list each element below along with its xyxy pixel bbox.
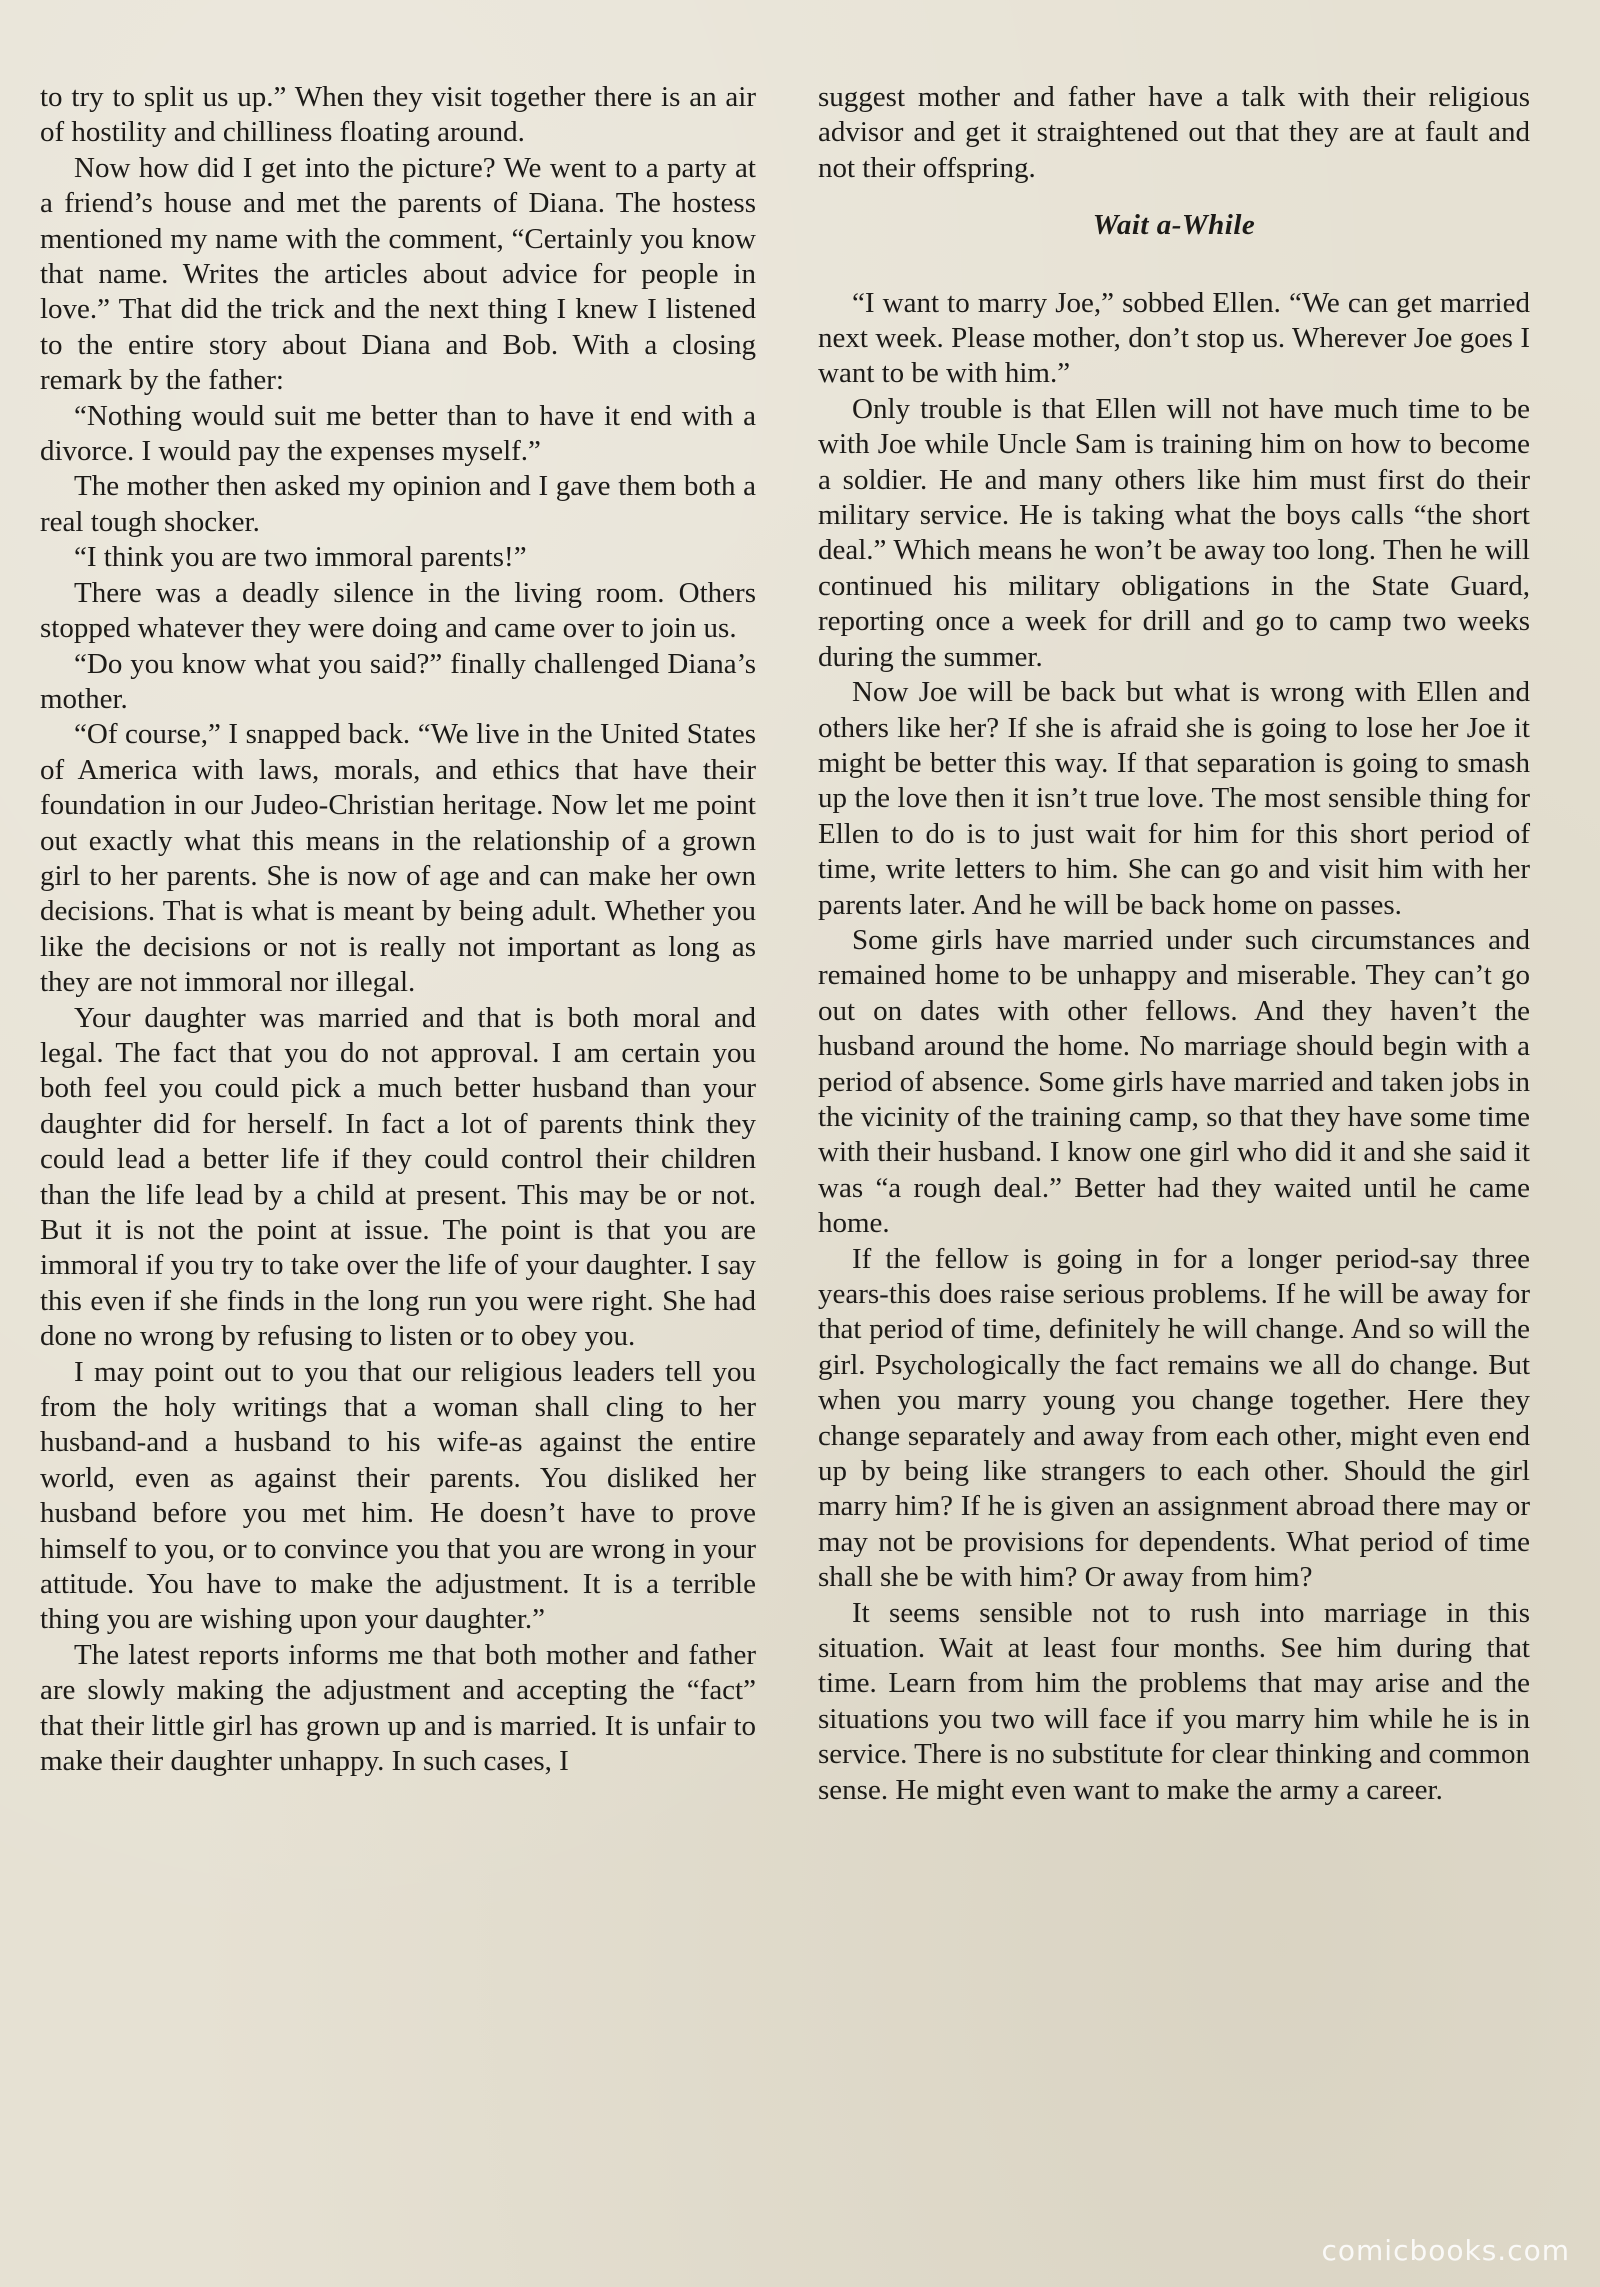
paragraph: It seems sensible not to rush into marriage in this situation. Wait at least four months. See him during that time. Learn from him the problems that may arise and the situations you two will face if you marry him while he is in service. There is no substitute for clear thinking and common sense. He might even want to make the army a career. bbox=[818, 1596, 1530, 1806]
paragraph: Now Joe will be back but what is wrong with Ellen and others like her? If she is afraid she is going to lose her Joe it might be better this way. If that separation is going to smash up the love then it isn’t true love. The most sensible thing for Ellen to do is to just wait for him for this short period of time, write letters to him. She can go and visit him with her parents later. And he will be back home on passes. bbox=[818, 676, 1530, 921]
paragraph: suggest mother and father have a talk with their religious advisor and get it straightened out that they are at fault and not their offspring. bbox=[818, 81, 1530, 184]
paragraph: “I think you are two immoral parents!” bbox=[74, 541, 527, 574]
paragraph: If the fellow is going in for a longer period-say three years-this does raise serious problems. If he will be away for that period of time, definitely he will change. And so will the girl. Psychologically the fact remains we all do change. But when you marry young you change together. Here they change separately and away from each other, might even end up by being like strangers to each other. Should the girl marry him? If he is given an assignment abroad there may or may not be provisions for dependents. What period of time shall she be with him? Or away from him? bbox=[818, 1242, 1530, 1594]
section-heading: Wait a-While bbox=[1092, 209, 1256, 242]
paragraph: There was a deadly silence in the living room. Others stopped whatever they were doing and came over to join us. bbox=[40, 576, 756, 645]
right-column bbox=[818, 80, 1530, 1808]
paragraph: “I want to marry Joe,” sobbed Ellen. “We can get married next week. Please mother, don’t stop us. Wherever Joe goes I want to be with him.” bbox=[818, 286, 1530, 390]
paragraph: “Nothing would suit me better than to have it end with a divorce. I would pay the expenses myself.” bbox=[40, 399, 756, 468]
paragraph: Only trouble is that Ellen will not have much time to be with Joe while Uncle Sam is training him on how to become a soldier. He and many others like him must first do their military service. He is taking what the boys calls “the short deal.” Which means he won’t be away too long. Then he will continued his military obligations in the State Guard, reporting once a week for drill and go to camp two weeks during the summer. bbox=[818, 392, 1530, 673]
paragraph: I may point out to you that our religious leaders tell you from the holy writings that a woman shall cling to her husband-and a husband to his wife-as against the entire world, even as against their parents. You disliked her husband before you met him. He doesn’t have to prove himself to you, or to convince you that you are wrong in your attitude. You have to make the adjustment. It is a terrible thing you are wishing upon your daughter.” bbox=[40, 1355, 756, 1636]
watermark: comicbooks.com bbox=[1321, 2234, 1570, 2267]
paragraph: “Do you know what you said?” finally challenged Diana’s mother. bbox=[40, 647, 756, 715]
paragraph: “Of course,” I snapped back. “We live in the United States of America with laws, morals, and ethics that have their foundation in our Judeo-Christian heritage. Now let me point out exactly what this means in the relationship of a grown girl to her parents. She is now of age and can make her own decisions. That is what is meant by being adult. Whether you like the decisions or not is really not important as long as they are not immoral nor illegal. bbox=[40, 718, 756, 999]
paragraph: The mother then asked my opinion and I gave them both a real tough shocker. bbox=[40, 470, 756, 538]
paragraph: to try to split us up.” When they visit together there is an air of hostility and chilliness floating around. bbox=[40, 81, 756, 149]
paragraph: Some girls have married under such circumstances and remained home to be unhappy and miserable. They can’t go out on dates with other fellows. And they haven’t the husband around the home. No marriage should begin with a period of absence. Some girls have married and taken jobs in the vicinity of the training camp, so that they have some time with their husband. I know one girl who did it and she said it was “a rough deal.” Better had they waited until he came home. bbox=[818, 923, 1530, 1240]
paragraph: Your daughter was married and that is both moral and legal. The fact that you do not approval. I am certain you both feel you could pick a much better husband than your daughter did for herself. In fact a lot of parents think they could lead a better life if they could control their children than the life lead by a child at present. This may be or not. But it is not the point at issue. The point is that you are immoral if you try to take over the life of your daughter. I say this even if she finds in the long run you were right. She had done no wrong by refusing to listen or to obey you. bbox=[40, 1001, 756, 1353]
paragraph: Now how did I get into the picture? We went to a party at a friend’s house and met the parents of Diana. The hostess mentioned my name with the comment, “Certainly you know that name. Writes the articles about advice for people in love.” That did the trick and the next thing I knew I listened to the entire story about Diana and Bob. With a closing remark by the father: bbox=[40, 151, 756, 397]
paragraph: The latest reports informs me that both mother and father are slowly making the adjustment and accepting the “fact” that their little girl has grown up and is married. It is unfair to make their daughter unhappy. In such cases, I bbox=[40, 1638, 756, 1778]
left-column bbox=[40, 80, 756, 1780]
